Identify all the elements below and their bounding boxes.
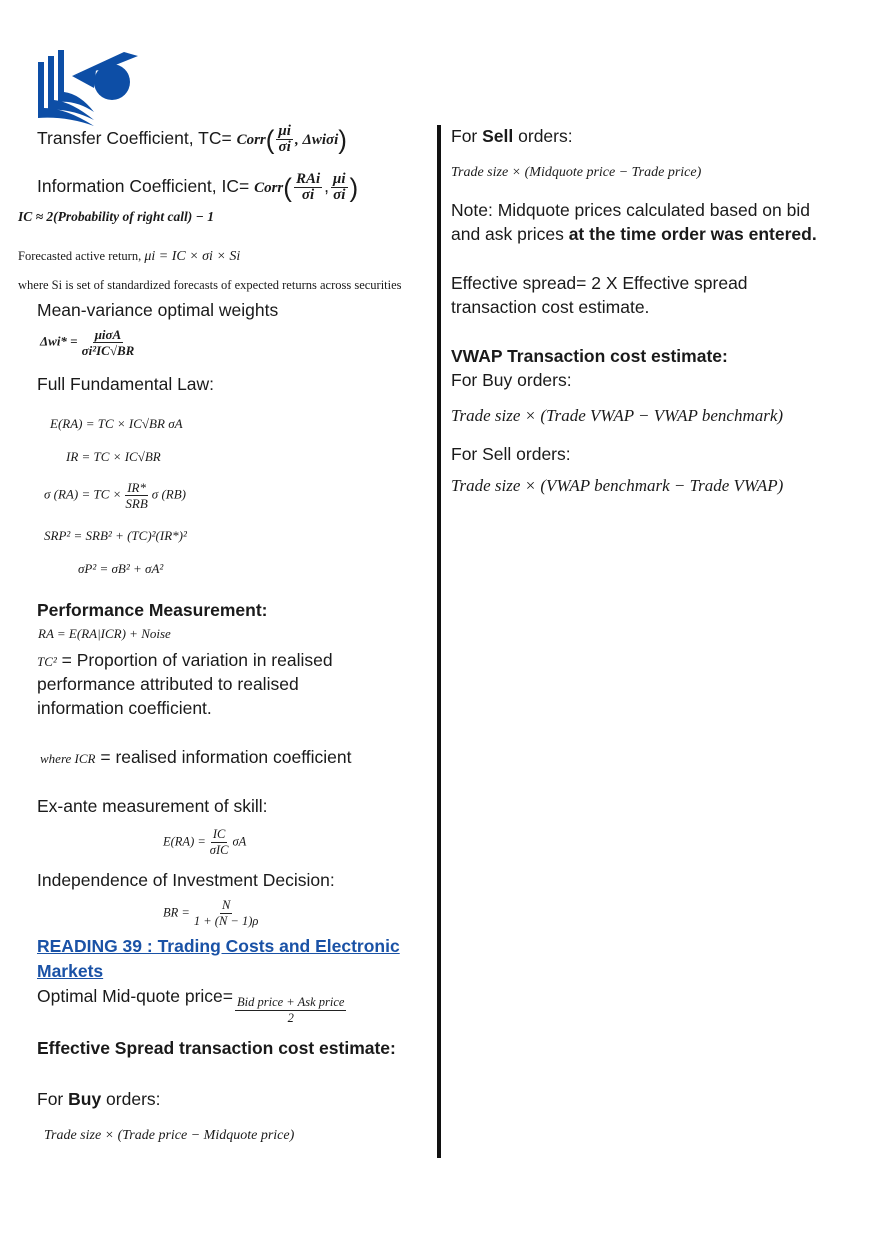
- ffl3-den: SRB: [125, 496, 148, 511]
- mv-den: σi²IC√BR: [81, 343, 135, 358]
- ic-label: Information Coefficient, IC=: [37, 176, 250, 197]
- tc2-text-3: information coefficient.: [37, 698, 212, 718]
- column-divider: [437, 125, 441, 1158]
- tc2-symbol: TC²: [37, 654, 57, 669]
- exante-formula: [163, 827, 246, 858]
- exante-label: Ex-ante measurement of skill:: [37, 796, 268, 816]
- ic-num1: RAi: [295, 171, 321, 187]
- where-icr: where ICR: [40, 751, 96, 766]
- br-den: 1 + (N − 1)ρ: [193, 914, 259, 928]
- br-lhs: BR =: [163, 905, 190, 920]
- effective-spread-line-2: transaction cost estimate.: [451, 297, 650, 317]
- sell-orders-label: [451, 124, 573, 148]
- buy-post: orders:: [101, 1089, 161, 1109]
- mv-lhs: Δwi* =: [40, 333, 78, 349]
- ic-num2: μi: [333, 171, 346, 187]
- vwap-sell-formula: Trade size × (VWAP benchmark − Trade VWAP): [451, 476, 784, 495]
- br-num: N: [221, 898, 231, 912]
- transfer-coefficient-line: Transfer Coefficient, TC= Corr( $\frac{\mu i}{\sigma i}$ , Δwiσi): [37, 123, 347, 155]
- where-icr-text: = realised information coefficient: [100, 747, 352, 767]
- ffl3-lhs: σ (RA) = TC ×: [44, 486, 122, 502]
- buy-pre: For: [37, 1089, 69, 1109]
- forecast-formula: μi = IC × σi × Si: [144, 249, 241, 264]
- ffl-formula-2: IR = TC × IC√BR: [66, 449, 161, 464]
- mean-variance-label: Mean-variance optimal weights: [37, 300, 279, 320]
- where-icr-line: [40, 745, 352, 771]
- performance-formula: RA = E(RA|ICR) + Noise: [38, 626, 171, 641]
- midquote-den: 2: [287, 1011, 294, 1025]
- midquote-line: [37, 984, 348, 1026]
- tc-corr: Corr: [236, 132, 266, 149]
- logo: [36, 48, 141, 128]
- ic-den2: σi: [333, 187, 346, 203]
- br-formula: [163, 898, 262, 929]
- midquote-label: Optimal Mid-quote price=: [37, 986, 233, 1006]
- tc-denominator: σi: [278, 139, 291, 155]
- exante-lhs: E(RA) =: [163, 834, 206, 849]
- tc2-line: [37, 648, 333, 674]
- exante-num: IC: [212, 827, 226, 841]
- midquote-num: Bid price + Ask price: [237, 995, 345, 1009]
- independence-label: Independence of Investment Decision:: [37, 870, 335, 890]
- where-si-note: where Si is set of standardized forecasts of expected returns across securities: [18, 278, 402, 292]
- sell-formula: Trade size × (Midquote price − Trade price): [451, 165, 702, 180]
- ffl3-num: IR*: [127, 480, 146, 495]
- effective-spread-line-1: Effective spread= 2 X Effective spread: [451, 273, 748, 293]
- ffl3-rhs: σ (RB): [151, 486, 186, 502]
- tc-numerator: μi: [278, 123, 291, 139]
- ffl-formula-5: σP² = σB² + σA²: [78, 561, 164, 576]
- vwap-heading: VWAP Transaction cost estimate:: [451, 346, 728, 366]
- exante-den: σIC: [209, 843, 229, 857]
- tc-rest: , Δwiσi: [294, 132, 339, 149]
- sell-post: orders:: [513, 126, 573, 146]
- book-graduation-cap-logo-icon: [36, 48, 141, 128]
- forecast-line: [18, 244, 240, 269]
- ic-den1: σi: [301, 187, 315, 203]
- tc2-text-1: = Proportion of variation in realised: [56, 650, 333, 670]
- vwap-buy-formula: Trade size × (Trade VWAP − VWAP benchmark): [451, 406, 784, 425]
- buy-orders-label: [37, 1087, 161, 1111]
- ic-approx-formula: IC ≈ 2(Probability of right call) − 1: [18, 209, 214, 224]
- effective-spread-heading: Effective Spread transaction cost estimate:: [37, 1038, 396, 1058]
- ffl-formula-3: [44, 480, 186, 511]
- reading-39-link-cont[interactable]: Markets: [37, 961, 104, 981]
- tc-label: Transfer Coefficient, TC=: [37, 128, 232, 149]
- reading-39-link[interactable]: READING 39 : Trading Costs and Electronic: [37, 936, 400, 956]
- vwap-sell-label: For Sell orders:: [451, 444, 571, 464]
- note-line-2: [451, 222, 817, 246]
- buy-formula: Trade size × (Trade price − Midquote price): [44, 1128, 295, 1143]
- exante-rhs: σA: [232, 834, 247, 849]
- ic-corr: Corr: [254, 180, 284, 197]
- vwap-buy-label: For Buy orders:: [451, 370, 572, 390]
- sell-pre: For: [451, 126, 483, 146]
- tc2-text-2: performance attributed to realised: [37, 674, 299, 694]
- mv-num: μiσA: [94, 327, 122, 342]
- mv-formula: [40, 327, 138, 358]
- performance-heading: Performance Measurement:: [37, 600, 268, 620]
- note-line-1: Note: Midquote prices calculated based on bid: [451, 200, 810, 220]
- forecast-label: Forecasted active return,: [18, 249, 145, 263]
- note-2a: and ask prices: [451, 224, 569, 244]
- buy-bold: Buy: [68, 1089, 102, 1109]
- full-fundamental-law-label: Full Fundamental Law:: [37, 374, 215, 394]
- ffl-formula-1: E(RA) = TC × IC√BR σA: [50, 416, 183, 431]
- ffl-formula-4: SRP² = SRB² + (TC)²(IR*)²: [44, 528, 187, 543]
- information-coefficient-line: Information Coefficient, IC= Corr( $\frac{\text{RAi}}{\sigma i}$ , $\frac{\mu i}{\sigma i}$ ): [37, 171, 359, 203]
- sell-bold: Sell: [482, 126, 514, 146]
- note-2b: at the time order was entered.: [568, 224, 817, 244]
